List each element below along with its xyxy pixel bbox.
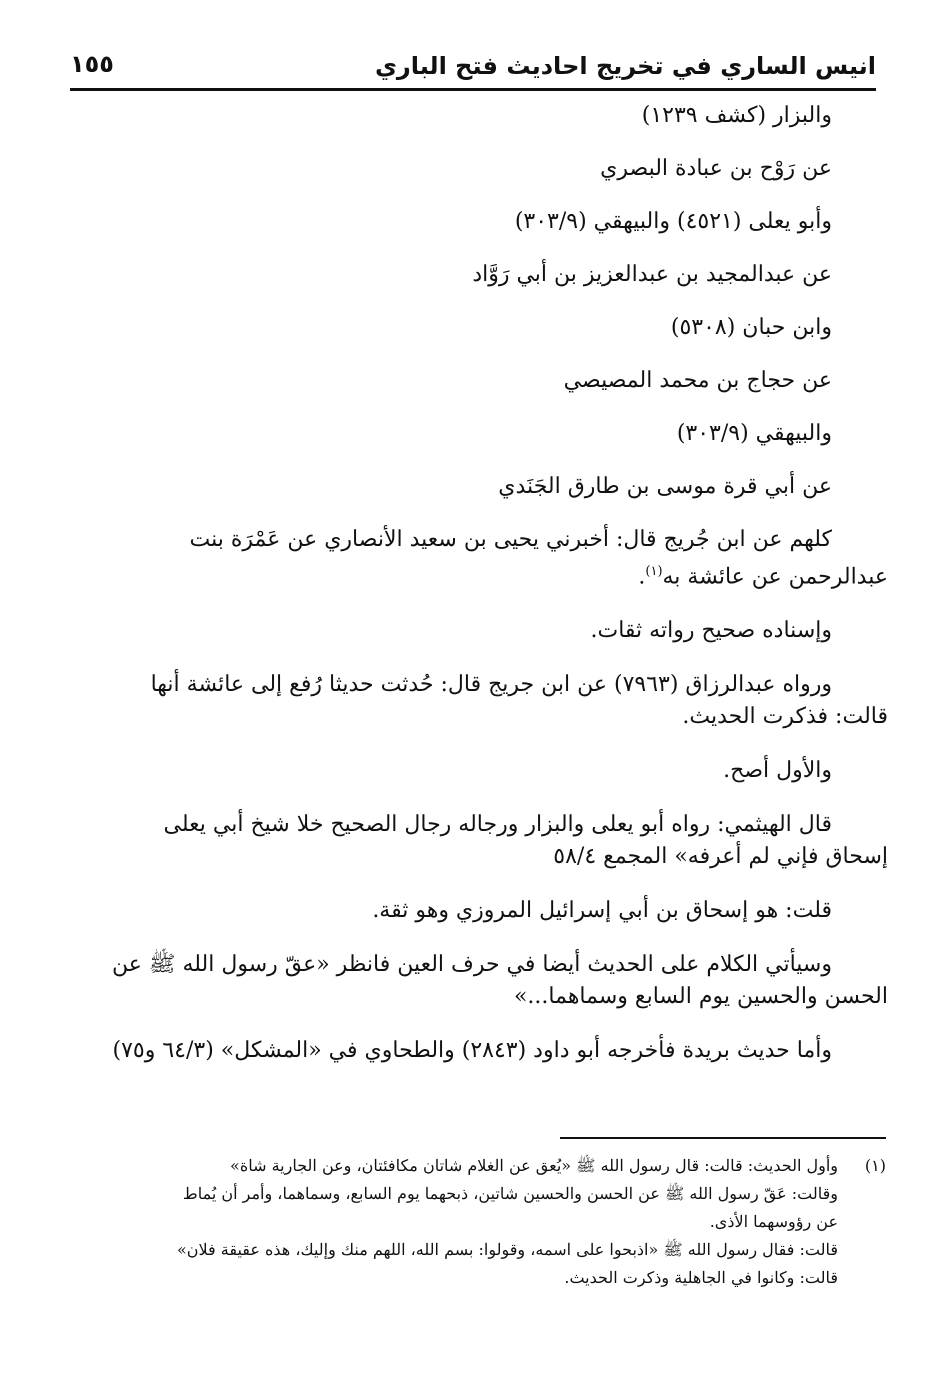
paragraph-text: . [638, 564, 646, 590]
paragraph-line: قال الهيثمي: رواه أبو يعلى والبزار ورجاله رجال الصحيح خلا شيخ أبي يعلى [163, 812, 832, 838]
paragraph-line: كلهم عن ابن جُريج قال: أخبرني يحيى بن سعيد الأنصاري عن عَمْرَة بنت [189, 527, 832, 552]
paragraph-line: قالت: فذكرت الحديث. [682, 704, 888, 730]
page-header [70, 48, 876, 88]
paragraph-line: وأما حديث بريدة فأخرجه أبو داود (٢٨٤٣) والطحاوي في «المشكل» (٦٤/٣ و٧٥) [112, 1038, 832, 1064]
paragraph-text: عبدالرحمن عن عائشة به [662, 564, 888, 590]
text-line: عن عبدالمجيد بن عبدالعزيز بن أبي رَوَّاد [472, 262, 832, 287]
paragraph-line: الحسن والحسين يوم السابع وسماهما...» [513, 984, 888, 1010]
page-number: ١٥٥ [70, 50, 114, 78]
footnote-line: قالت: فقال رسول الله ﷺ «اذبحوا على اسمه، وقولوا: بسم الله، اللهم منك وإليك، هذه عقيقة فلان» [176, 1240, 838, 1259]
footnotes [80, 1152, 886, 1292]
book-title: انيس الساري في تخريج احاديث فتح الباري [374, 52, 876, 80]
text-line: والبيهقي (٣٠٣/٩) [676, 421, 832, 446]
paragraph-line: وإسناده صحيح رواته ثقات. [590, 618, 832, 644]
header-rule [70, 88, 876, 91]
paragraph-line: قلت: هو إسحاق بن أبي إسرائيل المروزي وهو ثقة. [372, 898, 832, 924]
footnote-text: وأول الحديث: قالت: قال رسول الله ﷺ «يُعق عن الغلام شاتان مكافئتان، وعن الجارية شاة» [230, 1156, 838, 1175]
footnote-marker: (١) [645, 564, 663, 579]
text-line: عن حجاج بن محمد المصيصي [563, 368, 832, 393]
text-line: وأبو يعلى (٤٥٢١) والبيهقي (٣٠٣/٩) [514, 209, 832, 234]
footnote-line: قالت: وكانوا في الجاهلية وذكرت الحديث. [564, 1268, 838, 1287]
footnote-line [80, 1152, 886, 1180]
paragraph-line: وسيأتي الكلام على الحديث أيضا في حرف العين فانظر «عقّ رسول الله ﷺ عن [112, 952, 832, 978]
footnote-line: عن رؤوسهما الأذى. [709, 1212, 838, 1231]
main-text [82, 100, 888, 1067]
paragraph-line: إسحاق فإني لم أعرفه» المجمع ٥٨/٤ [553, 844, 888, 870]
text-line: والبزار (كشف ١٢٣٩) [641, 103, 832, 128]
text-line: وابن حبان (٥٣٠٨) [670, 315, 832, 340]
text-line: عن رَوْح بن عبادة البصري [600, 156, 832, 181]
footnote-rule [560, 1137, 886, 1139]
footnote-number: (١) [864, 1156, 886, 1175]
paragraph-line: والأول أصح. [723, 758, 832, 784]
paragraph-line [82, 556, 888, 593]
footnote-line: وقالت: عَقّ رسول الله ﷺ عن الحسن والحسين شاتين، ذبحهما يوم السابع، وسماهما، وأمر أن يُماط [182, 1184, 838, 1203]
text-line: عن أبي قرة موسى بن طارق الجَنَدي [498, 474, 832, 499]
paragraph-line: ورواه عبدالرزاق (٧٩٦٣) عن ابن جريج قال: حُدثت حديثا رُفع إلى عائشة أنها [150, 672, 832, 698]
